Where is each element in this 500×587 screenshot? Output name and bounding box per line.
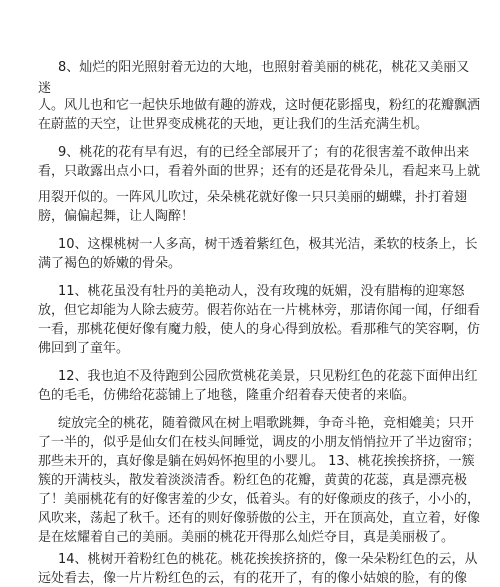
paragraph-9-line-4: 膀，偏偏起舞，让人陶醉！: [38, 209, 195, 224]
paragraph-8-line-4: 在蔚蓝的天空，让世界变成桃花的天地，更让我们的生活充满生机。: [38, 117, 429, 132]
paragraph-11-line-4: 佛回到了童年。: [38, 341, 130, 356]
paragraph-14-line-2: 远处看去，像一片片粉红色的云，有的花开了，有的像小姑娘的脸，有的像: [38, 571, 468, 586]
paragraph-9-line-3: 用裂开似的。一阵风儿吹过，朵朵桃花就好像一只只美丽的蝴蝶，扑打着翅: [38, 190, 468, 205]
paragraph-14-line-1: 14、桃树开着粉红色的桃花。桃花挨挨挤挤的，像一朵朵粉红色的云，从: [58, 552, 478, 567]
paragraph-13-line-1: 绽放完全的桃花，随着微风在树上唱歌跳舞，争奇斗艳，竞相媲美；只开: [58, 416, 475, 431]
paragraph-13-line-4: 簇的开满枝头，散发着淡淡清香。粉红色的花瓣，黄黄的花蕊，真是漂亮极: [38, 473, 468, 488]
paragraph-11-line-1: 11、桃花虽没有牡丹的美艳动人，没有玫瑰的妩媚，没有腊梅的迎寒怒: [58, 284, 465, 299]
paragraph-8-line-1: 8、灿烂的阳光照射着无边的大地，也照射着美丽的桃花，桃花又美丽又: [58, 60, 470, 75]
paragraph-13-line-7: 是在炫耀着自己的美丽。美丽的桃花开得那么灿烂夺目，真是美丽极了。: [38, 530, 455, 545]
paragraph-11-line-3: 一看，那桃花便好像有魔力般，使人的身心得到放松。看那稚气的笑容啊，仿: [38, 322, 481, 337]
paragraph-10-line-2: 满了褐色的娇嫩的骨朵。: [38, 256, 182, 271]
paragraph-10-line-1: 10、这棵桃树一人多高，树干透着紫红色，极其光洁，柔软的枝条上，长: [58, 237, 478, 252]
paragraph-9-line-2: 看，只敢露出点小口，看着外面的世界；还有的还是花骨朵儿，看起来马上就: [38, 164, 481, 179]
paragraph-8-line-2: 迷: [38, 81, 52, 96]
paragraph-13-line-5: 了！美丽桃花有的好像害羞的少女，低着头。有的好像顽皮的孩子，小小的，: [38, 492, 481, 507]
paragraph-12-line-1: 12、我也迫不及待跑到公园欣赏桃花美景，只见粉红色的花蕊下面伸出红: [58, 369, 478, 384]
paragraph-12-line-2: 色的毛毛，仿佛给花蕊铺上了地毯，隆重介绍着春天使者的来临。: [38, 388, 416, 403]
paragraph-9-line-1: 9、桃花的花有早有迟，有的已经全部展开了；有的花很害羞不敢伸出来: [58, 145, 470, 160]
paragraph-13-line-2: 了一半的，似乎是仙女们在枝头间睡觉，调皮的小朋友悄悄拉开了半边窗帘；: [38, 435, 481, 450]
paragraph-13-line-3: 那些未开的，真好像是躺在妈妈怀抱里的小婴儿。 13、桃花挨挨挤挤，一簇: [38, 454, 475, 469]
paragraph-13-line-6: 风吹来，荡起了秋千。还有的则好像骄傲的公主，开在顶高处，直立着，好像: [38, 511, 481, 526]
paragraph-11-line-2: 放，但它却能为人除去疲劳。假若你站在一片桃林旁，那请你闻一闻，仔细看: [38, 303, 481, 318]
paragraph-8-line-3: 人。风儿也和它一起快乐地做有趣的游戏，这时便花影摇曳，粉红的花瓣飘洒: [38, 98, 481, 113]
